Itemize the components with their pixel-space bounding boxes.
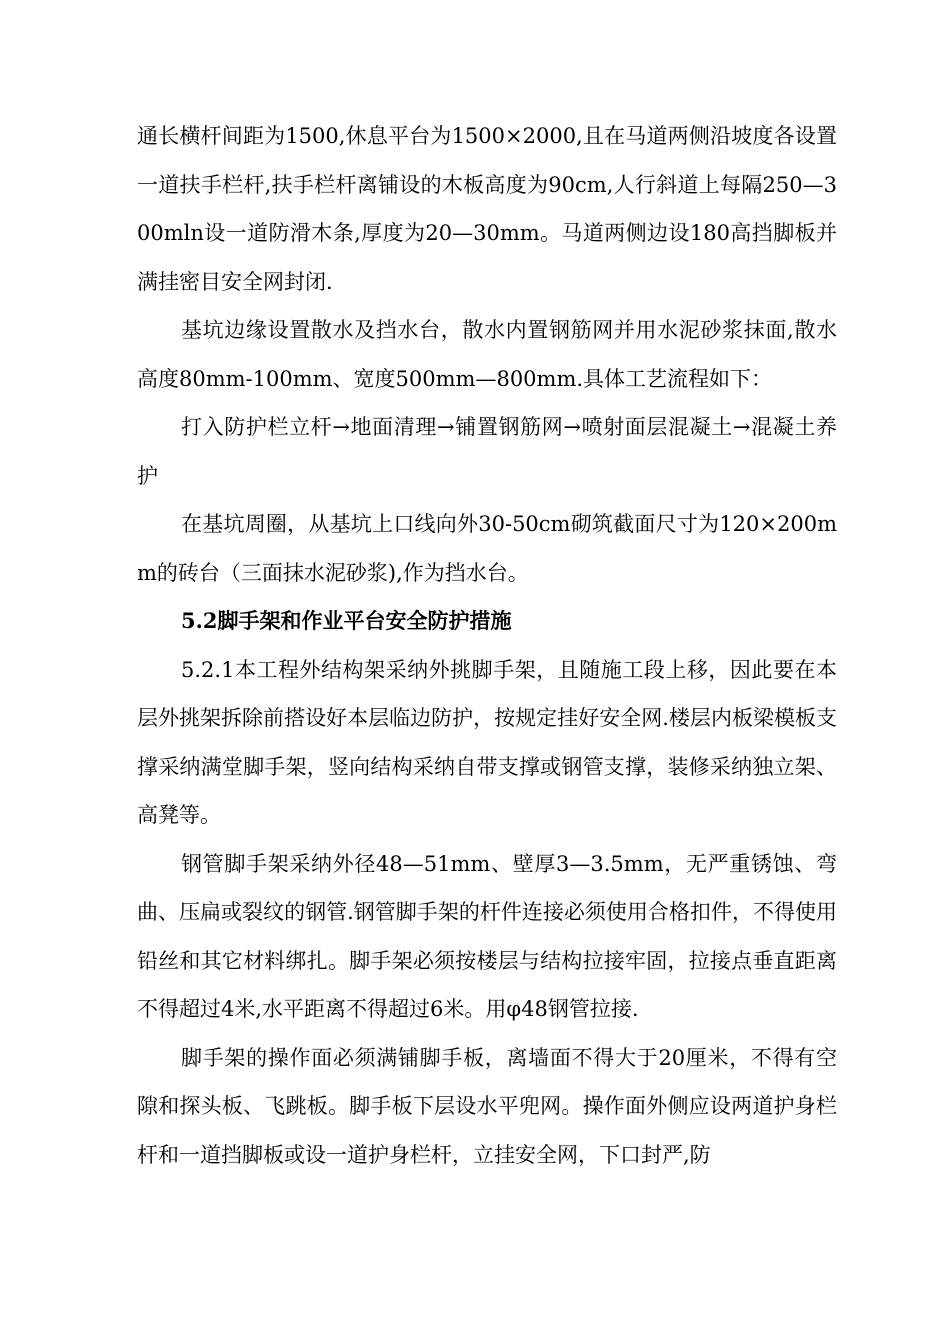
section-heading-5-2: 5.2脚手架和作业平台安全防护措施 (181, 608, 512, 633)
paragraph-5-2-1: 5.2.1本工程外结构架采纳外挑脚手架，且随施工段上移，因此要在本层外挑架拆除前搭设好本层临边防护，按规定挂好安全网.楼层内板梁模板支撑采纳满堂脚手架，竖向结构采纳自带支撑或钢管支撑，装修采纳独立架、高凳等。 (137, 657, 837, 827)
document-body (137, 112, 837, 1179)
paragraph-steel-pipe-scaffold: 钢管脚手架采纳外径48—51mm、壁厚3—3.5mm，无严重锈蚀、弯曲、压扁或裂纹的钢管.钢管脚手架的杆件连接必须使用合格扣件，不得使用铅丝和其它材料绑扎。脚手架必须按楼层与结构拉接牢固，拉接点垂直距离不得超过4米,水平距离不得超过6米。用φ48钢管拉接. (137, 851, 837, 1021)
paragraph-drainage-platform: 基坑边缘设置散水及挡水台，散水内置钢筋网并用水泥砂浆抹面,散水高度80mm-100mm、宽度500mm—800mm.具体工艺流程如下： (137, 318, 837, 391)
paragraph-ramp-handrail: 通长横杆间距为1500,休息平台为1500×2000,且在马道两侧沿坡度各设置一道扶手栏杆,扶手栏杆离铺设的木板高度为90cm,人行斜道上每隔250—300mln设一道防滑木条,厚度为20—30mm。马道两侧边设180高挡脚板并满挂密目安全网封闭. (137, 124, 837, 294)
paragraph-brick-platform: 在基坑周圈，从基坑上口线向外30-50cm砌筑截面尺寸为120×200mm的砖台（三面抹水泥砂浆),作为挡水台。 (137, 512, 837, 585)
paragraph-process-flow: 打入防护栏立杆→地面清理→铺置钢筋网→喷射面层混凝土→混凝土养护 (137, 415, 837, 488)
paragraph-scaffold-operating-surface: 脚手架的操作面必须满铺脚手板，离墙面不得大于20厘米，不得有空隙和探头板、飞跳板。脚手板下层设水平兜网。操作面外侧应设两道护身栏杆和一道挡脚板或设一道护身栏杆，立挂安全网，下口封严,防 (137, 1045, 837, 1167)
